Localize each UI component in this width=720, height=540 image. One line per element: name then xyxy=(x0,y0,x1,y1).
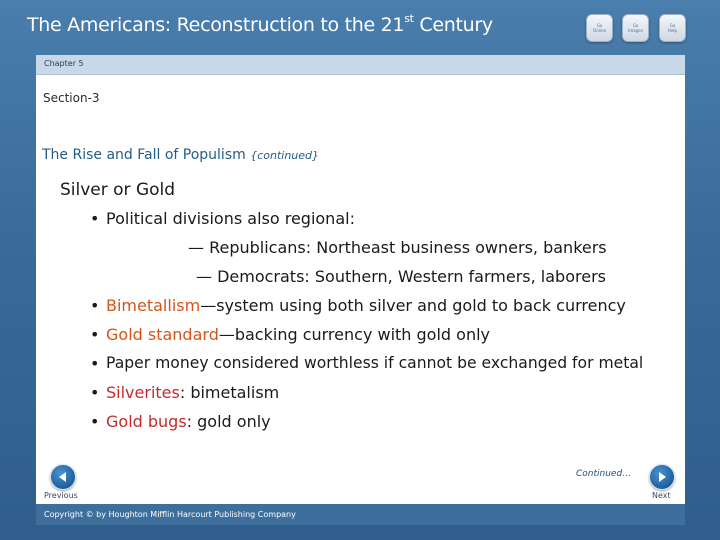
term-gold-standard: Gold standard xyxy=(106,325,219,344)
bullet-marker: • xyxy=(90,296,100,315)
bullet-bimetallism xyxy=(106,296,626,315)
presentation-title xyxy=(27,14,493,36)
arrow-left-icon xyxy=(57,471,69,483)
go-help-line2: Help xyxy=(667,28,678,33)
chapter-label: Chapter 5 xyxy=(44,59,84,68)
heading-main: The Rise and Fall of Populism xyxy=(42,147,251,163)
continued-label: Continued… xyxy=(576,469,632,479)
footer-bar xyxy=(36,504,685,525)
previous-label[interactable]: Previous xyxy=(44,491,78,500)
bullet-gold-standard xyxy=(106,325,490,344)
subheading: Silver or Gold xyxy=(60,180,176,200)
go-online-line2: Online xyxy=(593,28,606,33)
chapter-bar xyxy=(36,55,685,75)
title-end: Century xyxy=(413,14,493,36)
term-silverites: Silverites xyxy=(106,383,180,402)
go-images-line1: Go xyxy=(632,23,639,28)
heading-continued: {continued} xyxy=(250,149,320,162)
dash-democrats: — Democrats: Southern, Western farmers, laborers xyxy=(196,267,606,286)
term-bimetallism: Bimetallism xyxy=(106,296,201,315)
bullet-silverites xyxy=(106,383,279,402)
slide-heading xyxy=(42,147,319,163)
go-online-button[interactable] xyxy=(586,14,613,42)
bullet-marker: • xyxy=(90,209,100,228)
bullet-paper-money: Paper money considered worthless if cannot be exchanged for metal xyxy=(106,354,644,372)
bullet-marker: • xyxy=(90,383,100,402)
bullet-marker: • xyxy=(90,325,100,344)
dash-republicans: — Republicans: Northeast business owners, bankers xyxy=(188,238,607,257)
go-help-button[interactable] xyxy=(659,14,686,42)
bullet-marker: • xyxy=(90,354,100,373)
go-images-button[interactable] xyxy=(622,14,649,42)
silverites-definition: : bimetalism xyxy=(179,383,280,402)
slide-content-panel xyxy=(36,75,685,504)
previous-button[interactable] xyxy=(50,464,76,490)
section-label: Section-3 xyxy=(43,91,100,105)
go-help-line1: Go xyxy=(669,23,676,28)
copyright-text: Copyright © by Houghton Mifflin Harcourt Publishing Company xyxy=(44,510,296,519)
title-superscript: st xyxy=(404,12,414,25)
go-online-line1: Go xyxy=(596,23,603,28)
bullet-marker: • xyxy=(90,412,100,431)
bullet-political-divisions: Political divisions also regional: xyxy=(106,209,355,228)
title-main: The Americans: Reconstruction to the 21 xyxy=(27,14,405,36)
bimetallism-definition: —system using both silver and gold to back currency xyxy=(200,296,626,315)
arrow-right-icon xyxy=(656,471,668,483)
go-images-line2: Images xyxy=(628,28,643,33)
next-label[interactable]: Next xyxy=(652,491,671,500)
next-button[interactable] xyxy=(649,464,675,490)
bullet-gold-bugs xyxy=(106,412,271,431)
gold-bugs-definition: : gold only xyxy=(186,412,271,431)
gold-standard-definition: —backing currency with gold only xyxy=(218,325,490,344)
term-gold-bugs: Gold bugs xyxy=(106,412,187,431)
